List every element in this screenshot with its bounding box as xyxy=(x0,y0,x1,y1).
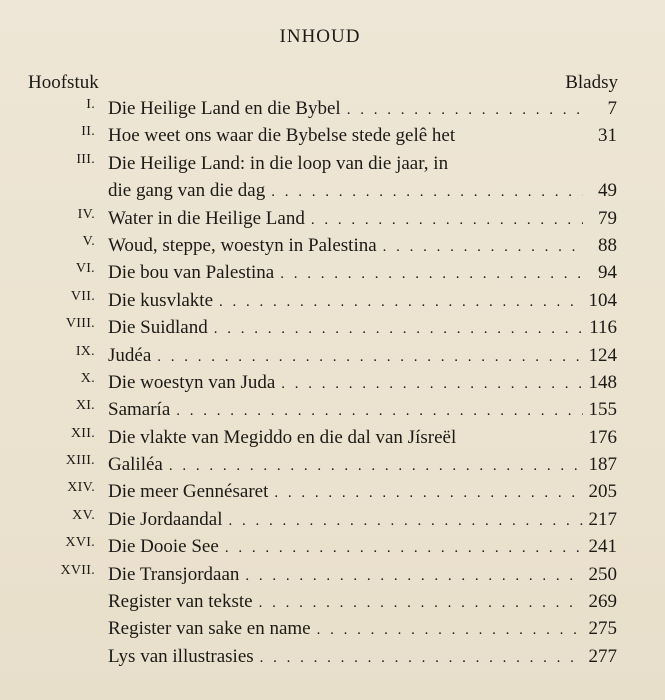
entry-title: Die Dooie See xyxy=(108,536,219,558)
toc-entry xyxy=(0,478,665,505)
page-number: 241 xyxy=(588,536,617,558)
leader-dots xyxy=(317,617,583,644)
chapter-number: XIII. xyxy=(65,453,95,469)
toc-entry xyxy=(0,369,665,396)
page-number: 79 xyxy=(598,207,617,229)
entry-title: Die kusvlakte xyxy=(108,289,214,311)
page-number: 217 xyxy=(588,508,617,530)
page-title: INHOUD xyxy=(279,26,361,47)
chapter-number: III. xyxy=(76,151,95,167)
page-number: 148 xyxy=(588,371,617,393)
leader-dots xyxy=(271,179,583,206)
entry-title: Judéa xyxy=(108,344,152,366)
entry-title: Register van tekste xyxy=(108,591,253,613)
chapter-number: V. xyxy=(82,233,95,249)
entry-title: Register van sake en name xyxy=(108,618,311,640)
toc-entry xyxy=(0,205,665,232)
toc-entry xyxy=(0,122,665,149)
toc-entry xyxy=(0,561,665,588)
toc-entry xyxy=(0,451,665,478)
page-number: 124 xyxy=(588,344,617,366)
chapter-number: IX. xyxy=(75,343,95,359)
page-number: 269 xyxy=(588,591,617,613)
leader-dots xyxy=(280,261,583,288)
entry-title: Die vlakte van Megiddo en die dal van Jísreël xyxy=(108,426,457,448)
toc-entry xyxy=(0,533,665,560)
page-number: 205 xyxy=(588,481,617,503)
toc-entry xyxy=(0,643,665,670)
toc-entry xyxy=(0,588,665,615)
entry-title: Die woestyn van Juda xyxy=(108,371,276,393)
leader-dots xyxy=(176,398,582,425)
entry-title: Die Suidland xyxy=(108,317,208,339)
page-column-header: Bladsy xyxy=(565,72,618,93)
entry-title: Hoe weet ons waar die Bybelse stede gelê het xyxy=(108,125,456,147)
leader-dots xyxy=(274,480,582,507)
toc-entry xyxy=(0,396,665,423)
leader-dots xyxy=(157,344,582,371)
toc-entry xyxy=(0,342,665,369)
chapter-number: VI. xyxy=(75,261,95,277)
entry-title: Lys van illustrasies xyxy=(108,645,254,667)
entry-title: Galiléa xyxy=(108,454,163,476)
chapter-number: II. xyxy=(81,124,95,140)
entry-title: Water in die Heilige Land xyxy=(108,207,305,229)
chapter-number: XI. xyxy=(75,398,95,414)
page-number: 88 xyxy=(598,234,617,256)
leader-dots xyxy=(311,207,583,234)
chapter-number: XVII. xyxy=(60,562,95,578)
leader-dots xyxy=(347,97,583,124)
table-of-contents xyxy=(0,95,665,670)
toc-entry xyxy=(0,259,665,286)
leader-dots xyxy=(169,453,583,480)
toc-entry xyxy=(0,232,665,259)
entry-title: Die Heilige Land: in die loop van die jaar, in xyxy=(108,152,449,174)
page-number: 275 xyxy=(588,618,617,640)
page-number: 7 xyxy=(607,98,617,119)
chapter-column-header: Hoofstuk xyxy=(28,72,99,93)
chapter-number: I. xyxy=(86,97,95,112)
entry-title: Die Heilige Land en die Bybel xyxy=(108,98,341,119)
page-number: 176 xyxy=(588,426,617,448)
leader-dots xyxy=(259,590,583,617)
toc-entry xyxy=(0,424,665,451)
page-number: 116 xyxy=(589,317,617,339)
chapter-number: VIII. xyxy=(65,316,95,332)
chapter-number: XV. xyxy=(72,507,95,523)
toc-entry xyxy=(0,95,665,122)
chapter-number: X. xyxy=(80,370,95,386)
page-number: 155 xyxy=(588,399,617,421)
chapter-number: XIV. xyxy=(67,480,95,496)
page-number: 94 xyxy=(598,262,617,284)
page-number: 49 xyxy=(598,180,617,202)
leader-dots xyxy=(228,508,582,535)
chapter-number: VII. xyxy=(70,288,95,304)
leader-dots xyxy=(219,289,582,316)
leader-dots xyxy=(245,563,582,590)
page-number: 250 xyxy=(588,563,617,585)
toc-entry xyxy=(0,314,665,341)
leader-dots xyxy=(214,316,583,343)
entry-title: Die Jordaandal xyxy=(108,508,223,530)
page-number: 277 xyxy=(588,645,617,667)
entry-title: Die bou van Palestina xyxy=(108,262,275,284)
toc-entry xyxy=(0,287,665,314)
page-number: 187 xyxy=(588,454,617,476)
toc-entry xyxy=(0,615,665,642)
entry-title: die gang van die dag xyxy=(108,180,266,202)
leader-dots xyxy=(281,371,582,398)
entry-title: Samaría xyxy=(108,399,171,421)
chapter-number: XVI. xyxy=(65,535,95,551)
entry-title: Woud, steppe, woestyn in Palestina xyxy=(108,234,377,256)
toc-entry xyxy=(0,150,665,205)
entry-title: Die Transjordaan xyxy=(108,563,240,585)
leader-dots xyxy=(260,645,583,672)
page-number: 104 xyxy=(588,289,617,311)
leader-dots xyxy=(225,535,583,562)
entry-title: Die meer Gennésaret xyxy=(108,481,269,503)
chapter-number: IV. xyxy=(77,206,95,222)
chapter-number: XII. xyxy=(70,425,95,441)
leader-dots xyxy=(383,234,583,261)
toc-entry xyxy=(0,506,665,533)
page-number: 31 xyxy=(598,125,617,147)
